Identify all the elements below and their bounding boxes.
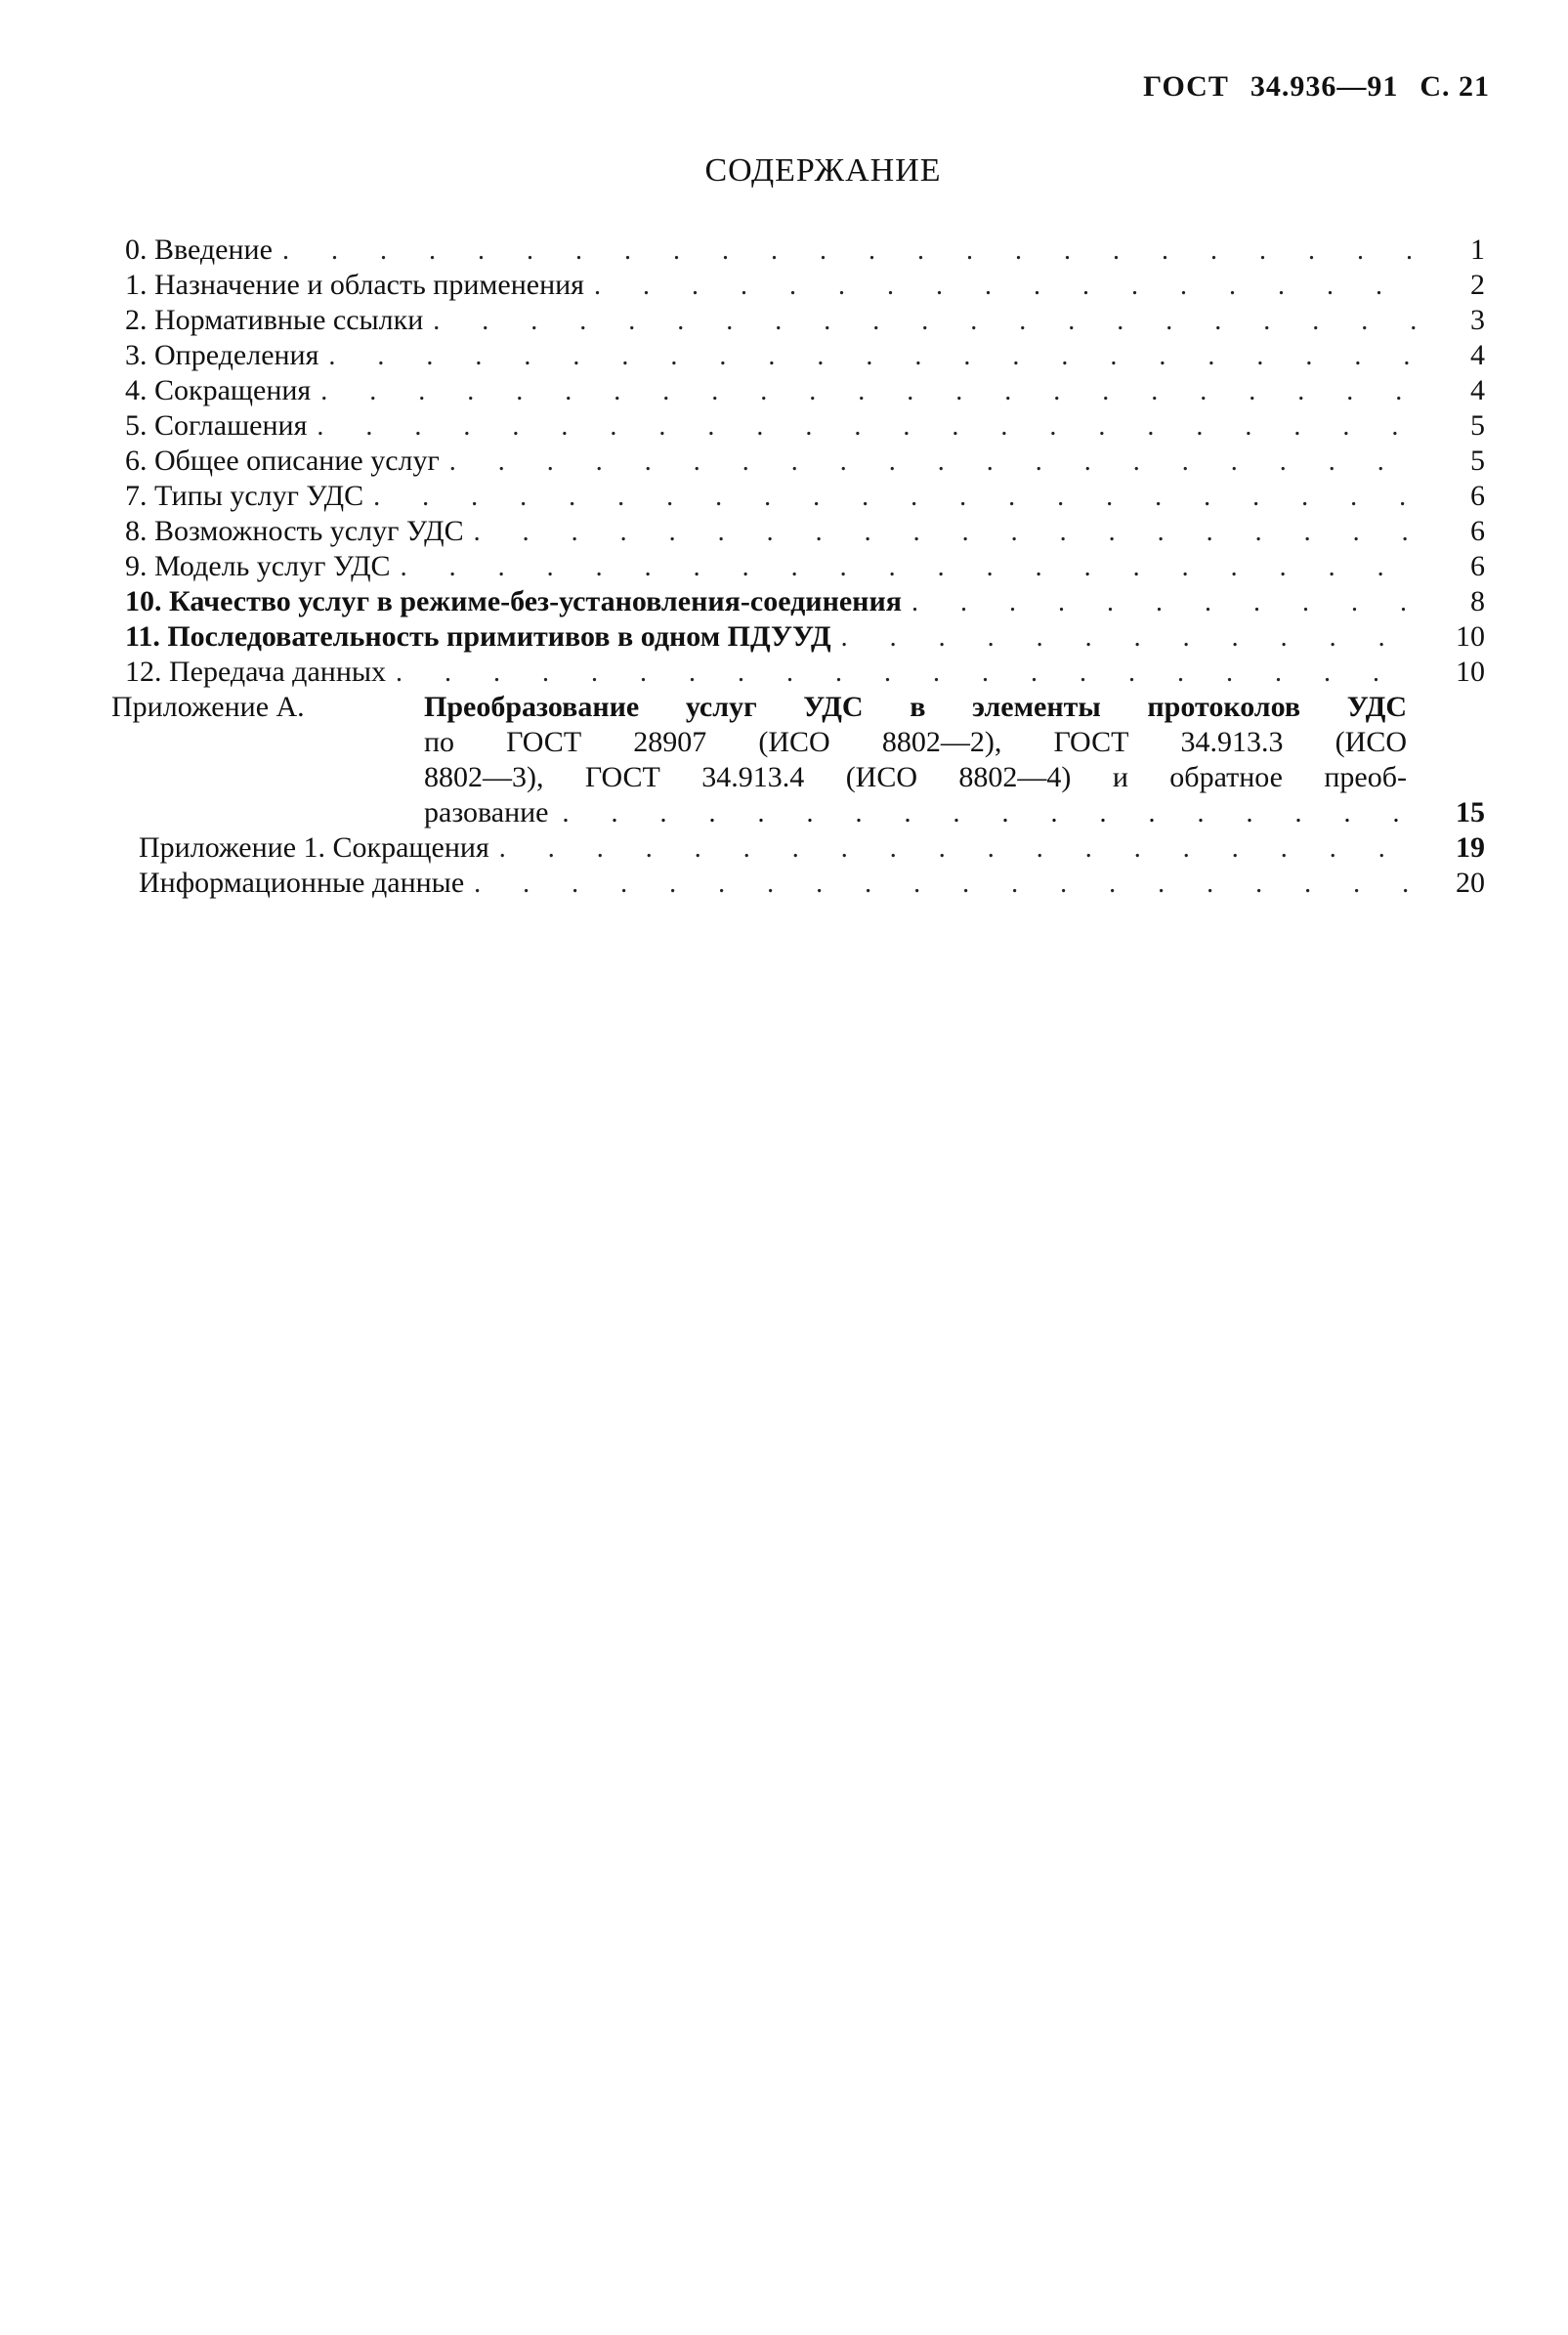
dot-leader <box>474 867 1420 902</box>
toc-entry-page: 19 <box>1456 831 1485 864</box>
toc-entry <box>139 830 1485 866</box>
toc-entry-label: 1. Назначение и область применения <box>125 269 584 301</box>
page-header <box>1143 70 1490 104</box>
toc-entry-page: 6 <box>1470 550 1485 582</box>
toc-entry-label: Информационные данные <box>139 867 465 899</box>
dot-leader <box>320 374 1420 409</box>
toc-entry-page: 10 <box>1456 620 1485 653</box>
header-standard: ГОСТ <box>1143 70 1229 103</box>
toc-entry <box>125 479 1485 514</box>
appendix-line: разование <box>424 796 549 828</box>
toc-entry <box>125 268 1485 303</box>
toc-entry-page: 4 <box>1470 339 1485 371</box>
appendix-line: 8802—3), ГОСТ 34.913.4 (ИСО 8802—4) и обратное преоб- <box>424 761 1407 793</box>
toc-entry <box>125 303 1485 338</box>
toc-entry-label: 5. Соглашения <box>125 409 308 442</box>
toc-entry <box>125 338 1485 373</box>
toc-entry-page: 6 <box>1470 480 1485 512</box>
dot-leader <box>563 796 1421 831</box>
dot-leader <box>449 445 1420 480</box>
dot-leader <box>317 409 1420 445</box>
toc-entry <box>125 233 1485 268</box>
appendix-line: Преобразование услуг УДС в элементы протоколов УДС <box>424 691 1407 723</box>
dot-leader <box>396 656 1420 691</box>
toc-entry <box>125 584 1485 619</box>
toc-appendix-a <box>111 690 1485 830</box>
toc-entry-page: 15 <box>1456 796 1485 828</box>
toc-entry-page: 8 <box>1470 585 1485 617</box>
toc-entry-page: 2 <box>1470 269 1485 301</box>
page-title: СОДЕРЖАНИЕ <box>704 152 942 189</box>
toc-entry <box>139 866 1485 901</box>
toc-entry-page: 10 <box>1456 656 1485 688</box>
toc-entry-label: 10. Качество услуг в режиме-без-установления-соединения <box>125 585 902 617</box>
toc-entry-page: 5 <box>1470 445 1485 477</box>
toc-entry-page: 5 <box>1470 409 1485 442</box>
dot-leader <box>328 339 1420 374</box>
dot-leader <box>401 550 1420 585</box>
toc-entry-label: 4. Сокращения <box>125 374 312 406</box>
dot-leader <box>373 480 1420 515</box>
toc-entry-label: 8. Возможность услуг УДС <box>125 515 464 547</box>
dot-leader <box>474 515 1420 550</box>
appendix-last-line <box>424 795 1485 830</box>
appendix-prefix: Приложение А. <box>111 691 305 723</box>
toc-entry <box>125 408 1485 444</box>
toc-entry <box>125 549 1485 584</box>
dot-leader <box>911 585 1420 620</box>
toc-entry-page: 3 <box>1470 304 1485 336</box>
toc-entry-label: 3. Определения <box>125 339 319 371</box>
toc-entry-page: 20 <box>1456 867 1485 899</box>
dot-leader <box>841 620 1420 656</box>
header-page: С. 21 <box>1420 70 1490 103</box>
toc-entry-label: 11. Последовательность примитивов в одном ПДУУД <box>125 620 831 653</box>
toc-entry <box>125 444 1485 479</box>
toc-entry <box>125 655 1485 690</box>
toc-entry-label: 2. Нормативные ссылки <box>125 304 424 336</box>
toc-entry-label: 7. Типы услуг УДС <box>125 480 364 512</box>
table-of-contents <box>111 233 1485 901</box>
header-number: 34.936—91 <box>1250 70 1399 103</box>
toc-entry-page: 1 <box>1470 234 1485 266</box>
dot-leader <box>499 831 1420 867</box>
toc-entry-page: 4 <box>1470 374 1485 406</box>
toc-entry-label: Приложение 1. Сокращения <box>139 831 489 864</box>
toc-entry <box>125 373 1485 408</box>
toc-entry <box>125 514 1485 549</box>
toc-entry-label: 0. Введение <box>125 234 273 266</box>
toc-entry-label: 9. Модель услуг УДС <box>125 550 391 582</box>
toc-entry-label: 12. Передача данных <box>125 656 387 688</box>
toc-entry-page: 6 <box>1470 515 1485 547</box>
toc-entry <box>125 619 1485 655</box>
appendix-line: по ГОСТ 28907 (ИСО 8802—2), ГОСТ 34.913.3 (ИСО <box>424 726 1407 758</box>
dot-leader <box>594 269 1420 304</box>
dot-leader <box>433 304 1420 339</box>
toc-entry-label: 6. Общее описание услуг <box>125 445 440 477</box>
dot-leader <box>282 234 1420 269</box>
